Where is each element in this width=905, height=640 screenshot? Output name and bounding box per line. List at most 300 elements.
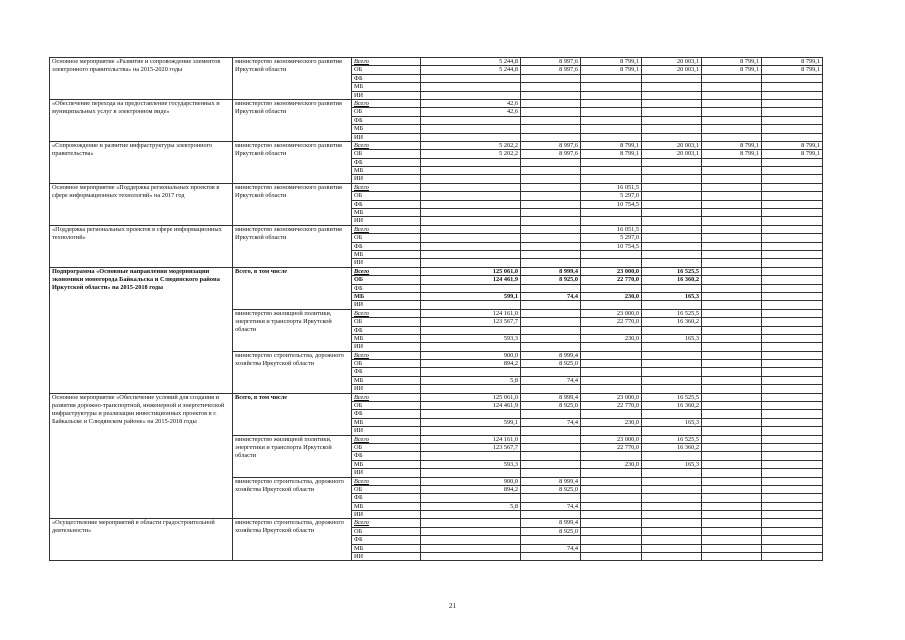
value-cell	[642, 343, 702, 351]
value-cell	[702, 494, 762, 502]
value-cell: 124 161,0	[421, 435, 521, 443]
value-cell	[762, 158, 823, 166]
value-cell	[521, 326, 581, 334]
value-cell	[762, 259, 823, 267]
value-cell	[581, 83, 642, 91]
value-cell	[702, 452, 762, 460]
value-cell	[702, 326, 762, 334]
funding-source-cell: ФБ	[352, 284, 421, 292]
value-cell	[642, 200, 702, 208]
value-cell	[702, 108, 762, 116]
value-cell	[762, 485, 823, 493]
value-cell	[581, 376, 642, 384]
value-cell	[581, 485, 642, 493]
value-cell	[581, 385, 642, 393]
value-cell	[702, 519, 762, 527]
value-cell	[421, 494, 521, 502]
value-cell	[702, 133, 762, 141]
value-cell	[421, 200, 521, 208]
value-cell	[702, 99, 762, 107]
funding-source-cell: ИИ	[352, 553, 421, 561]
value-cell	[642, 527, 702, 535]
value-cell: 16 051,5	[581, 225, 642, 233]
value-cell	[642, 553, 702, 561]
value-cell	[521, 217, 581, 225]
value-cell: 22 770,0	[581, 276, 642, 284]
value-cell: 22 770,0	[581, 443, 642, 451]
value-cell	[702, 217, 762, 225]
value-cell: 16 360,2	[642, 443, 702, 451]
executor-cell: министерство строительства, дорожного хозяйства Иркутской области	[233, 351, 352, 393]
value-cell	[521, 435, 581, 443]
value-cell	[642, 410, 702, 418]
value-cell	[762, 74, 823, 82]
value-cell	[762, 175, 823, 183]
funding-source-cell: ФБ	[352, 494, 421, 502]
value-cell	[521, 460, 581, 468]
value-cell	[702, 385, 762, 393]
value-cell: 230,0	[581, 460, 642, 468]
funding-source-cell: МБ	[352, 418, 421, 426]
value-cell	[421, 301, 521, 309]
value-cell	[762, 536, 823, 544]
value-cell	[762, 108, 823, 116]
value-cell	[702, 485, 762, 493]
value-cell	[581, 259, 642, 267]
value-cell	[642, 360, 702, 368]
value-cell	[421, 175, 521, 183]
funding-source-cell: ФБ	[352, 116, 421, 124]
value-cell	[421, 209, 521, 217]
value-cell	[521, 242, 581, 250]
value-cell	[762, 494, 823, 502]
value-cell: 894,2	[421, 360, 521, 368]
value-cell	[421, 511, 521, 519]
value-cell	[581, 343, 642, 351]
value-cell: 74,4	[521, 418, 581, 426]
value-cell	[421, 544, 521, 552]
funding-source-cell: Всего	[352, 99, 421, 107]
value-cell	[702, 175, 762, 183]
value-cell	[521, 133, 581, 141]
value-cell	[642, 351, 702, 359]
value-cell	[762, 393, 823, 401]
value-cell	[702, 242, 762, 250]
value-cell	[642, 242, 702, 250]
funding-source-cell: Всего	[352, 141, 421, 149]
value-cell	[421, 469, 521, 477]
value-cell: 16 360,2	[642, 318, 702, 326]
value-cell	[762, 477, 823, 485]
funding-source-cell: ФБ	[352, 74, 421, 82]
value-cell	[762, 192, 823, 200]
value-cell	[581, 133, 642, 141]
value-cell	[581, 544, 642, 552]
value-cell	[702, 225, 762, 233]
value-cell	[521, 259, 581, 267]
value-cell: 23 000,0	[581, 309, 642, 317]
table-row	[50, 225, 823, 233]
value-cell: 10 754,5	[581, 200, 642, 208]
funding-source-cell: Всего	[352, 309, 421, 317]
value-cell: 125 061,0	[421, 393, 521, 401]
value-cell	[581, 158, 642, 166]
value-cell: 593,3	[421, 460, 521, 468]
value-cell	[581, 217, 642, 225]
value-cell: 74,4	[521, 292, 581, 300]
table-row	[50, 267, 823, 275]
value-cell	[421, 527, 521, 535]
value-cell	[421, 217, 521, 225]
value-cell: 5 297,0	[581, 234, 642, 242]
funding-source-cell: ОБ	[352, 108, 421, 116]
value-cell	[762, 519, 823, 527]
funding-source-cell: ФБ	[352, 452, 421, 460]
value-cell	[762, 443, 823, 451]
value-cell	[421, 250, 521, 258]
value-cell	[702, 477, 762, 485]
value-cell	[421, 536, 521, 544]
value-cell	[762, 360, 823, 368]
value-cell	[702, 267, 762, 275]
value-cell	[521, 553, 581, 561]
funding-source-cell: МБ	[352, 460, 421, 468]
value-cell	[702, 435, 762, 443]
value-cell	[421, 192, 521, 200]
value-cell	[702, 553, 762, 561]
value-cell	[642, 125, 702, 133]
value-cell	[581, 452, 642, 460]
executor-cell: министерство экономического развития Иркутской области	[233, 99, 352, 141]
value-cell	[642, 544, 702, 552]
value-cell	[521, 494, 581, 502]
value-cell	[762, 217, 823, 225]
value-cell	[702, 276, 762, 284]
value-cell	[581, 469, 642, 477]
value-cell	[581, 368, 642, 376]
funding-source-cell: ИИ	[352, 343, 421, 351]
value-cell	[521, 385, 581, 393]
funding-source-cell: МБ	[352, 502, 421, 510]
value-cell: 8 999,4	[521, 267, 581, 275]
value-cell: 900,0	[421, 351, 521, 359]
value-cell	[702, 209, 762, 217]
value-cell: 900,0	[421, 477, 521, 485]
value-cell	[581, 250, 642, 258]
value-cell	[762, 133, 823, 141]
value-cell	[702, 376, 762, 384]
value-cell	[642, 250, 702, 258]
funding-source-cell: Всего	[352, 435, 421, 443]
value-cell	[581, 91, 642, 99]
value-cell	[581, 477, 642, 485]
value-cell: 8 997,6	[521, 58, 581, 66]
value-cell	[762, 334, 823, 342]
funding-source-cell: ОБ	[352, 443, 421, 451]
value-cell	[762, 309, 823, 317]
executor-cell: министерство строительства, дорожного хозяйства Иркутской области	[233, 477, 352, 519]
value-cell	[762, 527, 823, 535]
table-row	[50, 141, 823, 149]
value-cell	[702, 74, 762, 82]
value-cell	[702, 536, 762, 544]
funding-source-cell: ОБ	[352, 234, 421, 242]
value-cell	[702, 301, 762, 309]
funding-source-cell: ФБ	[352, 158, 421, 166]
funding-source-cell: ОБ	[352, 360, 421, 368]
value-cell: 124 161,0	[421, 309, 521, 317]
value-cell	[642, 326, 702, 334]
value-cell	[521, 108, 581, 116]
value-cell: 16 360,2	[642, 402, 702, 410]
program-name-cell: «Сопровождение и развитие инфраструктуры электронного правительства»	[50, 141, 233, 183]
value-cell	[762, 292, 823, 300]
value-cell	[642, 225, 702, 233]
funding-source-cell: МБ	[352, 292, 421, 300]
value-cell	[642, 427, 702, 435]
value-cell	[642, 477, 702, 485]
value-cell	[762, 242, 823, 250]
value-cell	[762, 167, 823, 175]
value-cell	[762, 544, 823, 552]
funding-source-cell: Всего	[352, 267, 421, 275]
funding-source-cell: ФБ	[352, 368, 421, 376]
value-cell	[702, 83, 762, 91]
value-cell	[642, 183, 702, 191]
value-cell: 230,0	[581, 334, 642, 342]
value-cell	[762, 99, 823, 107]
value-cell	[521, 427, 581, 435]
value-cell	[421, 183, 521, 191]
value-cell: 8 799,1	[702, 150, 762, 158]
executor-cell: министерство экономического развития Иркутской области	[233, 58, 352, 100]
value-cell	[521, 301, 581, 309]
value-cell	[762, 225, 823, 233]
funding-source-cell: ОБ	[352, 402, 421, 410]
value-cell	[581, 175, 642, 183]
value-cell	[521, 99, 581, 107]
value-cell: 5 244,8	[421, 66, 521, 74]
value-cell	[702, 393, 762, 401]
value-cell	[762, 452, 823, 460]
funding-source-cell: МБ	[352, 83, 421, 91]
executor-cell: министерство жилищной политики, энергетики и транспорта Иркутской области	[233, 435, 352, 477]
value-cell	[702, 511, 762, 519]
funding-source-cell: ОБ	[352, 318, 421, 326]
value-cell: 74,4	[521, 376, 581, 384]
executor-cell: Всего, в том числе	[233, 267, 352, 309]
value-cell	[762, 460, 823, 468]
value-cell	[521, 250, 581, 258]
value-cell: 16 051,5	[581, 183, 642, 191]
value-cell: 599,1	[421, 418, 521, 426]
value-cell: 23 000,0	[581, 267, 642, 275]
value-cell	[702, 343, 762, 351]
funding-source-cell: Всего	[352, 477, 421, 485]
value-cell	[521, 200, 581, 208]
value-cell	[642, 376, 702, 384]
executor-cell: министерство экономического развития Иркутской области	[233, 141, 352, 183]
value-cell	[421, 368, 521, 376]
value-cell	[642, 99, 702, 107]
funding-source-cell: ОБ	[352, 66, 421, 74]
value-cell	[702, 368, 762, 376]
value-cell	[642, 217, 702, 225]
funding-source-cell: ФБ	[352, 326, 421, 334]
value-cell	[762, 125, 823, 133]
value-cell	[762, 469, 823, 477]
funding-source-cell: ИИ	[352, 469, 421, 477]
value-cell	[421, 410, 521, 418]
funding-source-cell: ОБ	[352, 150, 421, 158]
value-cell: 8 925,0	[521, 360, 581, 368]
value-cell	[581, 167, 642, 175]
value-cell: 165,3	[642, 334, 702, 342]
value-cell: 123 567,7	[421, 443, 521, 451]
funding-source-cell: Всего	[352, 225, 421, 233]
value-cell: 42,6	[421, 108, 521, 116]
value-cell	[762, 209, 823, 217]
value-cell	[762, 326, 823, 334]
value-cell	[521, 167, 581, 175]
value-cell	[521, 183, 581, 191]
value-cell	[421, 553, 521, 561]
value-cell	[702, 167, 762, 175]
value-cell: 42,6	[421, 99, 521, 107]
value-cell	[521, 410, 581, 418]
value-cell: 125 061,0	[421, 267, 521, 275]
value-cell	[421, 284, 521, 292]
value-cell	[762, 410, 823, 418]
funding-source-cell: Всего	[352, 351, 421, 359]
value-cell	[581, 360, 642, 368]
value-cell	[581, 209, 642, 217]
value-cell	[421, 116, 521, 124]
value-cell	[702, 351, 762, 359]
value-cell	[642, 74, 702, 82]
value-cell	[581, 553, 642, 561]
funding-source-cell: ИИ	[352, 385, 421, 393]
value-cell	[642, 234, 702, 242]
executor-cell: Всего, в том числе	[233, 393, 352, 435]
value-cell	[642, 259, 702, 267]
value-cell	[581, 536, 642, 544]
funding-source-cell: ИИ	[352, 217, 421, 225]
funding-source-cell: ОБ	[352, 485, 421, 493]
value-cell: 8 799,1	[581, 66, 642, 74]
funding-source-cell: МБ	[352, 125, 421, 133]
value-cell	[762, 502, 823, 510]
value-cell	[762, 116, 823, 124]
value-cell	[521, 158, 581, 166]
value-cell	[581, 494, 642, 502]
value-cell	[521, 234, 581, 242]
value-cell	[521, 125, 581, 133]
value-cell	[762, 301, 823, 309]
value-cell	[521, 511, 581, 519]
value-cell	[702, 234, 762, 242]
value-cell: 8 997,6	[521, 150, 581, 158]
value-cell	[642, 167, 702, 175]
value-cell	[702, 158, 762, 166]
value-cell	[702, 259, 762, 267]
value-cell	[421, 259, 521, 267]
value-cell	[521, 309, 581, 317]
value-cell	[642, 452, 702, 460]
value-cell	[521, 175, 581, 183]
funding-source-cell: МБ	[352, 334, 421, 342]
value-cell: 123 567,7	[421, 318, 521, 326]
value-cell	[421, 225, 521, 233]
value-cell	[421, 326, 521, 334]
funding-source-cell: ФБ	[352, 536, 421, 544]
value-cell	[642, 158, 702, 166]
value-cell	[421, 83, 521, 91]
value-cell: 8 799,1	[581, 150, 642, 158]
value-cell	[521, 343, 581, 351]
value-cell	[581, 108, 642, 116]
value-cell: 22 770,0	[581, 402, 642, 410]
value-cell: 8 925,0	[521, 276, 581, 284]
funding-source-cell: МБ	[352, 376, 421, 384]
value-cell	[521, 536, 581, 544]
funding-source-cell: МБ	[352, 167, 421, 175]
funding-source-cell: ИИ	[352, 259, 421, 267]
value-cell	[421, 519, 521, 527]
value-cell: 5 202,2	[421, 150, 521, 158]
program-name-cell: «Обеспечение перехода на предоставление государственных и муниципальных услуг в электронном виде»	[50, 99, 233, 141]
value-cell	[702, 502, 762, 510]
value-cell	[642, 511, 702, 519]
value-cell: 16 525,5	[642, 435, 702, 443]
value-cell	[581, 351, 642, 359]
value-cell	[642, 175, 702, 183]
value-cell: 124 461,9	[421, 402, 521, 410]
value-cell: 5 244,8	[421, 58, 521, 66]
funding-source-cell: МБ	[352, 250, 421, 258]
funding-source-cell: Всего	[352, 58, 421, 66]
table-row	[50, 183, 823, 191]
value-cell	[642, 519, 702, 527]
funding-source-cell: Всего	[352, 183, 421, 191]
value-cell: 74,4	[521, 544, 581, 552]
value-cell	[702, 183, 762, 191]
value-cell	[581, 284, 642, 292]
value-cell	[642, 83, 702, 91]
value-cell: 8 799,1	[702, 141, 762, 149]
value-cell	[521, 368, 581, 376]
funding-source-cell: МБ	[352, 544, 421, 552]
executor-cell: министерство строительства, дорожного хозяйства Иркутской области	[233, 519, 352, 561]
value-cell	[702, 284, 762, 292]
value-cell	[581, 502, 642, 510]
value-cell: 20 003,1	[642, 66, 702, 74]
funding-source-cell: МБ	[352, 209, 421, 217]
program-name-cell: Основное мероприятие «Развитие и сопровождение элементов электронного правительства» на 2015-2020 годы	[50, 58, 233, 100]
value-cell	[702, 469, 762, 477]
value-cell	[421, 427, 521, 435]
funding-source-cell: ИИ	[352, 175, 421, 183]
value-cell	[421, 234, 521, 242]
value-cell	[642, 485, 702, 493]
value-cell	[521, 284, 581, 292]
value-cell	[581, 427, 642, 435]
value-cell	[762, 351, 823, 359]
table-row	[50, 519, 823, 527]
value-cell: 20 003,1	[642, 141, 702, 149]
value-cell	[762, 91, 823, 99]
value-cell	[642, 301, 702, 309]
